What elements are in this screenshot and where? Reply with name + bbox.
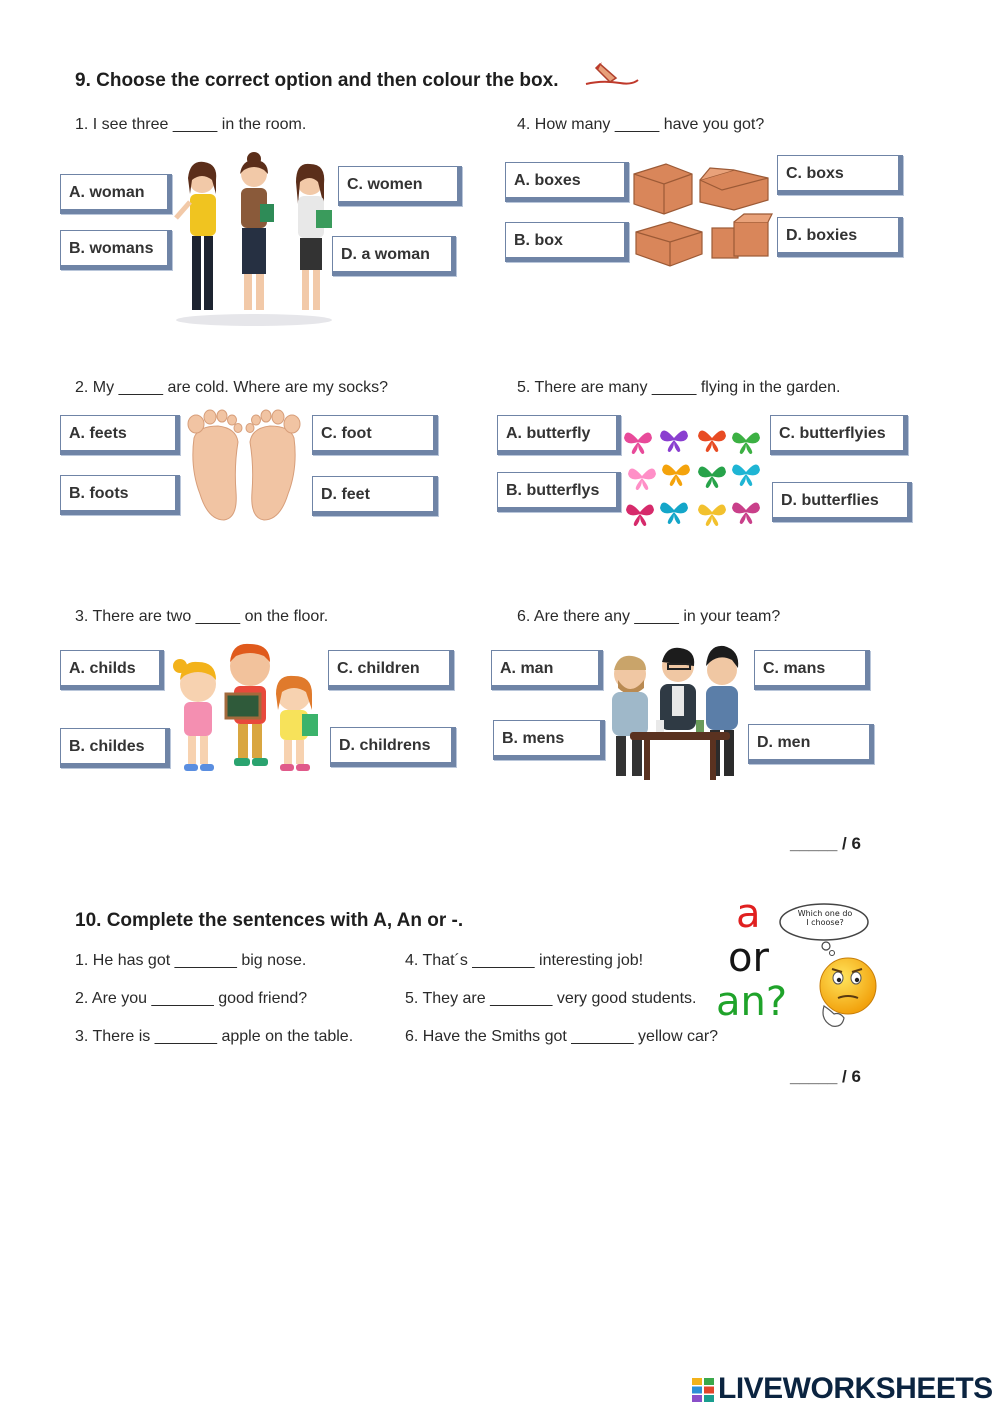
- thought-bubble-text: Which one do I choose?: [797, 909, 853, 927]
- feet-illustration: [180, 408, 308, 526]
- option-6d[interactable]: D. men: [748, 724, 874, 764]
- sentence-2: 2. Are you _______ good friend?: [75, 990, 308, 1007]
- option-2b[interactable]: B. foots: [60, 475, 180, 515]
- sentence-5: 5. They are _______ very good students.: [405, 990, 697, 1007]
- liveworksheets-brand[interactable]: LIVEWORKSHEETS: [718, 1372, 993, 1405]
- art-or-label: or: [728, 935, 769, 981]
- question-4: 4. How many _____ have you got?: [517, 116, 765, 133]
- thinking-smiley-icon: [814, 956, 880, 1032]
- boxes-illustration: [630, 156, 775, 270]
- option-4d[interactable]: D. boxies: [777, 217, 903, 257]
- option-4c[interactable]: C. boxs: [777, 155, 903, 195]
- option-1d[interactable]: D. a woman: [332, 236, 456, 276]
- section-10-title: 10. Complete the sentences with A, An or -.: [75, 910, 464, 931]
- sentence-4: 4. That´s _______ interesting job!: [405, 952, 644, 969]
- option-5b[interactable]: B. butterflys: [497, 472, 621, 512]
- option-5c[interactable]: C. butterflyies: [770, 415, 908, 455]
- option-2a[interactable]: A. feets: [60, 415, 180, 455]
- art-a-label: a: [736, 891, 761, 937]
- women-illustration: [172, 150, 337, 328]
- section-9-score: _____ / 6: [790, 834, 861, 853]
- men-illustration: [600, 640, 750, 788]
- option-3a[interactable]: A. childs: [60, 650, 164, 690]
- option-3c[interactable]: C. children: [328, 650, 454, 690]
- sentence-1: 1. He has got _______ big nose.: [75, 952, 307, 969]
- option-1c[interactable]: C. women: [338, 166, 462, 206]
- section-9-title: 9. Choose the correct option and then colour the box.: [75, 70, 559, 91]
- option-4a[interactable]: A. boxes: [505, 162, 629, 202]
- option-5d[interactable]: D. butterflies: [772, 482, 912, 522]
- option-1a[interactable]: A. woman: [60, 174, 172, 214]
- butterflies-illustration: [622, 420, 768, 530]
- question-3: 3. There are two _____ on the floor.: [75, 608, 329, 625]
- question-1: 1. I see three _____ in the room.: [75, 116, 307, 133]
- liveworksheets-logo-icon: [692, 1378, 714, 1402]
- option-2c[interactable]: C. foot: [312, 415, 438, 455]
- option-6a[interactable]: A. man: [491, 650, 603, 690]
- sentence-3: 3. There is _______ apple on the table.: [75, 1028, 354, 1045]
- sentence-6: 6. Have the Smiths got _______ yellow car?: [405, 1028, 719, 1045]
- option-5a[interactable]: A. butterfly: [497, 415, 621, 455]
- option-1b[interactable]: B. womans: [60, 230, 172, 270]
- section-10-score: _____ / 6: [790, 1067, 861, 1086]
- question-2: 2. My _____ are cold. Where are my socks?: [75, 379, 389, 396]
- art-an-label: an?: [716, 979, 788, 1025]
- option-2d[interactable]: D. feet: [312, 476, 438, 516]
- option-6b[interactable]: B. mens: [493, 720, 605, 760]
- pencil-icon: [582, 58, 642, 90]
- option-3d[interactable]: D. childrens: [330, 727, 456, 767]
- question-5: 5. There are many _____ flying in the garden.: [517, 379, 841, 396]
- option-4b[interactable]: B. box: [505, 222, 629, 262]
- option-3b[interactable]: B. childes: [60, 728, 170, 768]
- question-6: 6. Are there any _____ in your team?: [517, 608, 781, 625]
- option-6c[interactable]: C. mans: [754, 650, 870, 690]
- children-illustration: [166, 636, 326, 780]
